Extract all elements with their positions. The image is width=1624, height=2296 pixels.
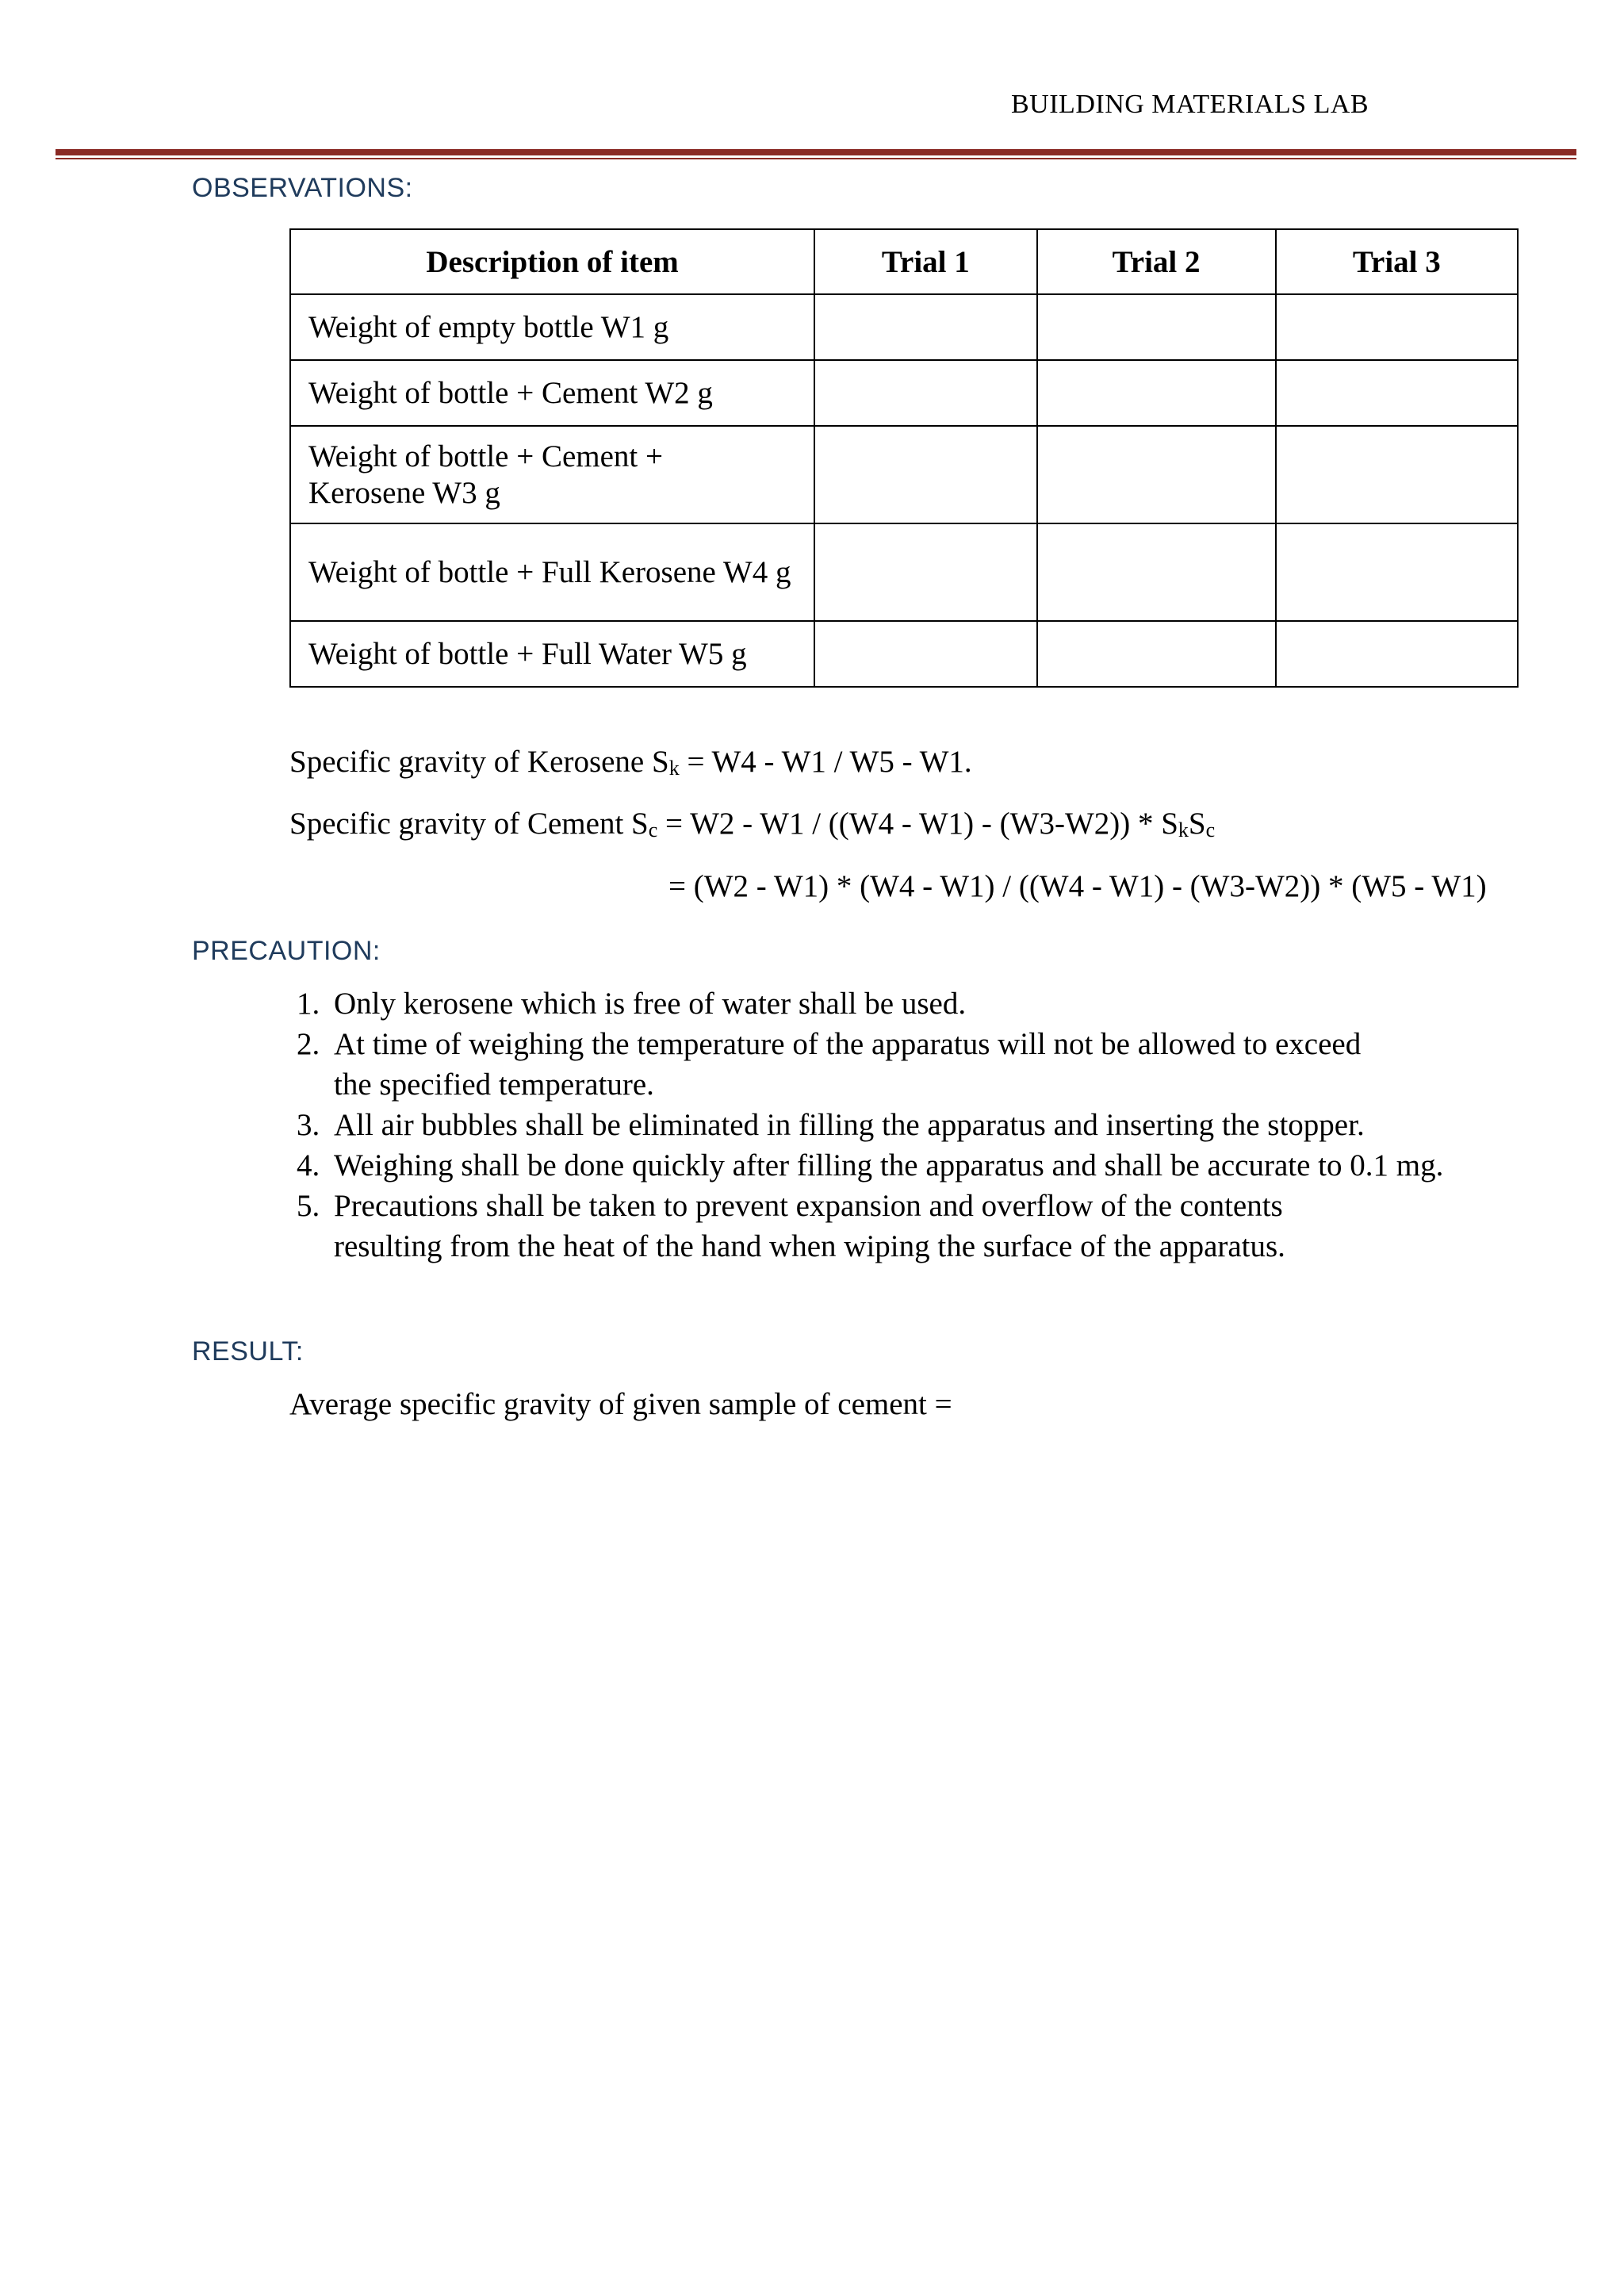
table-row	[290, 294, 1518, 360]
row-description: Weight of bottle + Cement + Kerosene W3 g	[290, 426, 814, 523]
cement-formula	[289, 806, 1215, 842]
table-row	[290, 621, 1518, 687]
observations-table	[289, 228, 1519, 688]
subscript: c	[1205, 818, 1216, 841]
expanded-formula: = (W2 - W1) * (W4 - W1) / ((W4 - W1) - (W3-W2)) * (W5 - W1)	[668, 869, 1487, 903]
formula-text: = W2 - W1 / ((W4 - W1) - (W3-W2)) * S	[657, 807, 1178, 841]
column-header: Trial 2	[1037, 229, 1276, 294]
trial-2-cell	[1037, 360, 1276, 426]
subscript: k	[1178, 818, 1189, 841]
formula-text: Specific gravity of Cement S	[289, 807, 649, 841]
table-row	[290, 360, 1518, 426]
trial-1-cell	[814, 523, 1036, 621]
formula-text: = W4 - W1 / W5 - W1.	[679, 745, 972, 779]
kerosene-formula	[289, 744, 972, 780]
list-item: 4. Weighing shall be done quickly after filling the apparatus and shall be accurate to 0.1 mg.	[327, 1145, 1596, 1186]
table-row	[290, 426, 1518, 523]
list-item: 3. All air bubbles shall be eliminated in filling the apparatus and inserting the stopper.	[327, 1105, 1596, 1145]
row-description: Weight of bottle + Full Water W5 g	[290, 621, 814, 687]
list-item: 2. At time of weighing the temperature of the apparatus will not be allowed to exceed the specified temperature.	[327, 1024, 1365, 1105]
trial-1-cell	[814, 426, 1036, 523]
precaution-list	[280, 983, 1596, 1267]
subscript: k	[668, 757, 680, 780]
trial-3-cell	[1276, 426, 1518, 523]
formula-text: Specific gravity of Kerosene S	[289, 745, 669, 779]
precaution-heading: PRECAUTION:	[192, 936, 381, 966]
header-rule	[56, 149, 1576, 155]
trial-3-cell	[1276, 360, 1518, 426]
trial-3-cell	[1276, 294, 1518, 360]
result-heading: RESULT:	[192, 1336, 304, 1366]
trial-2-cell	[1037, 426, 1276, 523]
trial-1-cell	[814, 294, 1036, 360]
trial-1-cell	[814, 360, 1036, 426]
column-header: Trial 1	[814, 229, 1036, 294]
trial-3-cell	[1276, 621, 1518, 687]
result-text: Average specific gravity of given sample of cement =	[289, 1387, 952, 1421]
trial-2-cell	[1037, 523, 1276, 621]
row-description: Weight of bottle + Cement W2 g	[290, 360, 814, 426]
trial-2-cell	[1037, 294, 1276, 360]
trial-1-cell	[814, 621, 1036, 687]
running-header: BUILDING MATERIALS LAB	[1011, 90, 1369, 119]
row-description: Weight of bottle + Full Kerosene W4 g	[290, 523, 814, 621]
header-rule-thin	[56, 158, 1576, 159]
observations-heading: OBSERVATIONS:	[192, 173, 413, 203]
formula-text: S	[1188, 807, 1206, 841]
column-header: Trial 3	[1276, 229, 1518, 294]
list-item: 5. Precautions shall be taken to prevent expansion and overflow of the contents resulting from the heat of the hand when wiping the surface of the apparatus.	[327, 1186, 1365, 1267]
table-row	[290, 523, 1518, 621]
trial-3-cell	[1276, 523, 1518, 621]
list-item: 1. Only kerosene which is free of water shall be used.	[327, 983, 1596, 1024]
table-header-row	[290, 229, 1518, 294]
column-header: Description of item	[290, 229, 814, 294]
trial-2-cell	[1037, 621, 1276, 687]
row-description: Weight of empty bottle W1 g	[290, 294, 814, 360]
subscript: c	[648, 818, 658, 841]
